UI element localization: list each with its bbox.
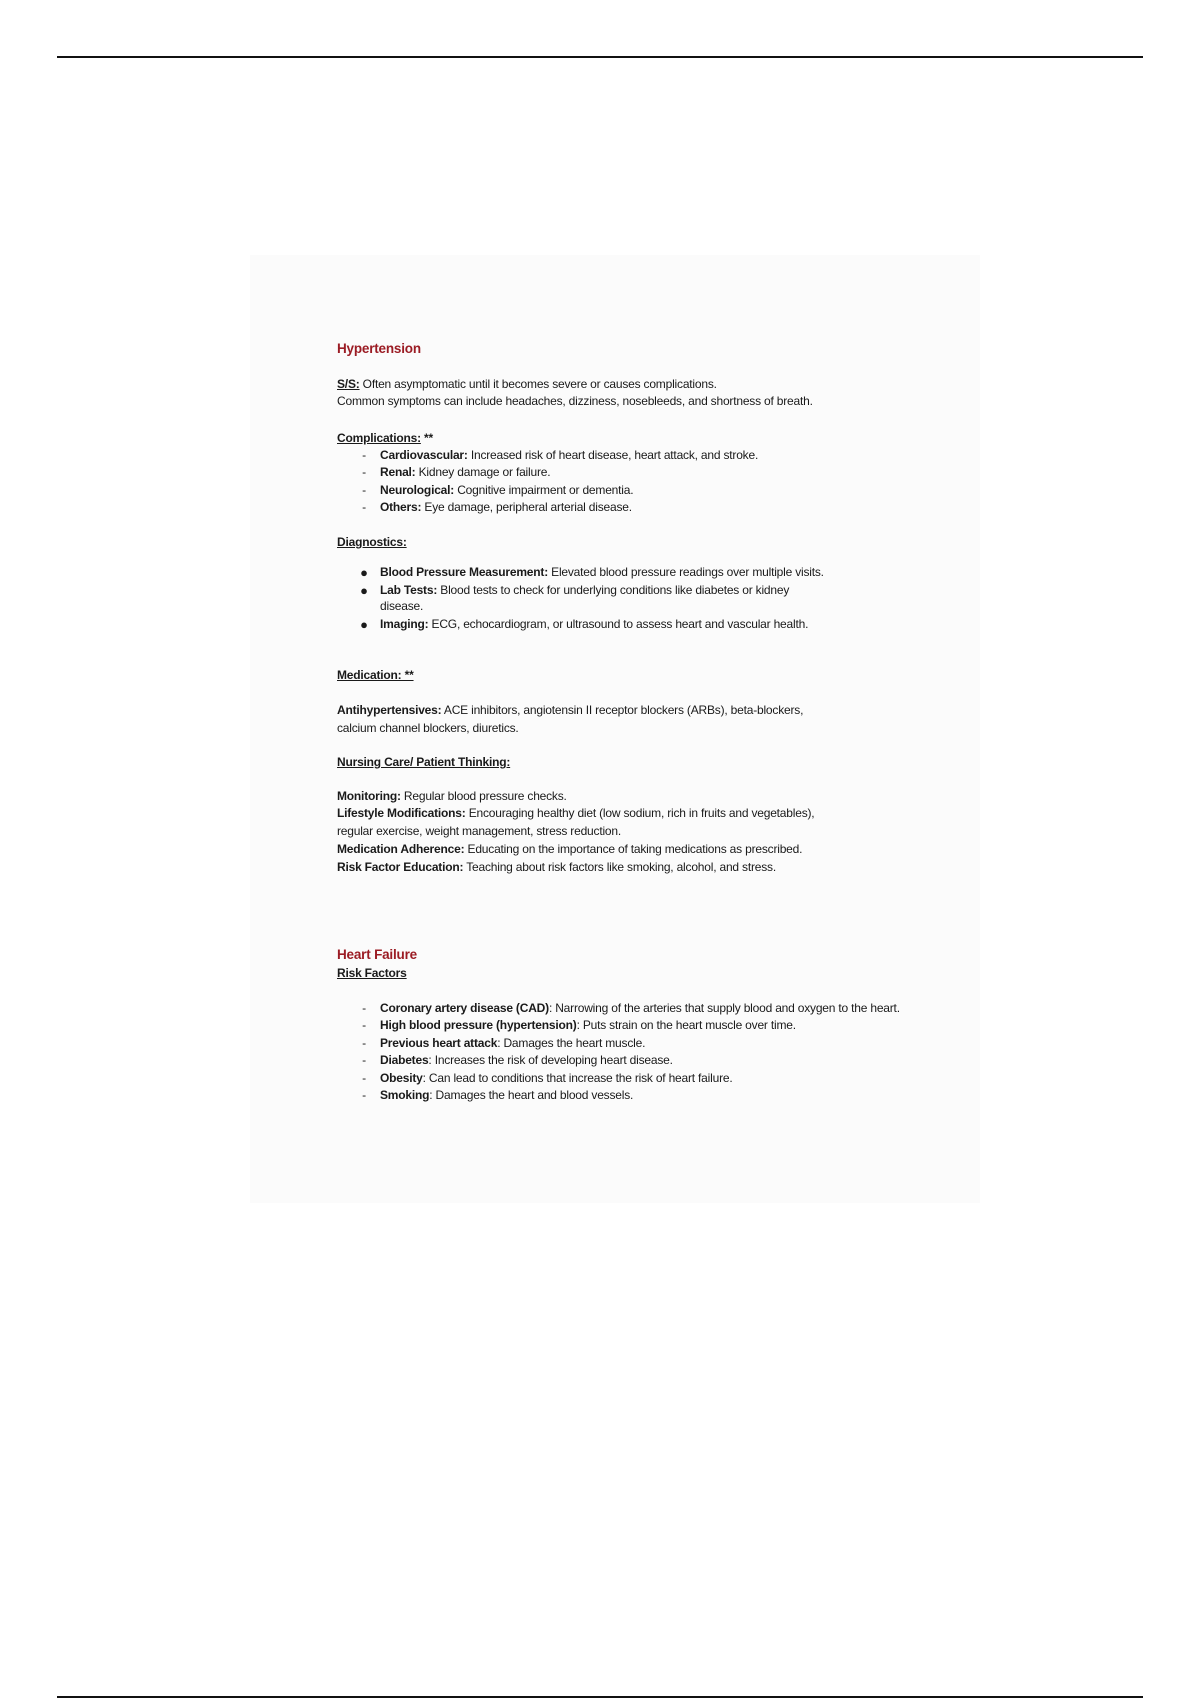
complications-heading <box>337 430 433 447</box>
education-line <box>337 859 776 876</box>
lifestyle-bold: Lifestyle Modifications: <box>337 806 466 820</box>
diagnostics-heading <box>337 534 407 551</box>
lifestyle-text: Encouraging healthy diet (low sodium, rich in fruits and vegetables), <box>465 806 815 820</box>
ss-text: Often asymptomatic until it becomes severe or causes complications. <box>359 377 717 391</box>
medication-bold: Antihypertensives: <box>337 703 442 717</box>
item-bold: Coronary artery disease (CAD) <box>380 1001 549 1015</box>
item-bold: High blood pressure (hypertension) <box>380 1018 577 1032</box>
monitoring-text: Regular blood pressure checks. <box>400 789 567 803</box>
item-text: : Damages the heart muscle. <box>497 1036 646 1050</box>
dash-marker: - <box>362 1088 366 1102</box>
risk-factors-heading <box>337 965 407 982</box>
hypertension-title: Hypertension <box>337 341 421 356</box>
ss-line <box>337 376 717 393</box>
item-text: : Damages the heart and blood vessels. <box>429 1088 634 1102</box>
dash-marker: - <box>362 483 366 497</box>
medication-heading <box>337 667 414 684</box>
item-bold: Obesity <box>380 1071 423 1085</box>
item-bold: Others: <box>380 500 422 514</box>
bullet-marker: ● <box>360 565 368 580</box>
nursing-heading <box>337 754 510 771</box>
item-text: : Puts strain on the heart muscle over time. <box>576 1018 796 1032</box>
lifestyle-line-2: regular exercise, weight management, stress reduction. <box>337 824 622 838</box>
dash-marker: - <box>362 1001 366 1015</box>
dash-marker: - <box>362 465 366 479</box>
medication-text: ACE inhibitors, angiotensin II receptor blockers (ARBs), beta-blockers, <box>441 703 804 717</box>
item-bold: Renal: <box>380 465 416 479</box>
item-text: Eye damage, peripheral arterial disease. <box>421 500 632 514</box>
item-text: : Can lead to conditions that increase the risk of heart failure. <box>422 1071 733 1085</box>
item-bold: Cardiovascular: <box>380 448 468 462</box>
item-bold: Smoking <box>380 1088 430 1102</box>
footer-rule <box>57 1696 1143 1698</box>
bullet-marker: ● <box>360 583 368 598</box>
education-bold: Risk Factor Education: <box>337 860 464 874</box>
header-rule <box>57 56 1143 58</box>
complications-suffix: ** <box>420 431 433 445</box>
item-text: ECG, echocardiogram, or ultrasound to assess heart and vascular health. <box>428 617 809 631</box>
item-bold: Diabetes <box>380 1053 429 1067</box>
item-bold: Imaging: <box>380 617 429 631</box>
ss-line-2: Common symptoms can include headaches, dizziness, nosebleeds, and shortness of breath. <box>337 394 813 408</box>
adherence-bold: Medication Adherence: <box>337 842 465 856</box>
medication-line <box>337 702 803 719</box>
education-text: Teaching about risk factors like smoking, alcohol, and stress. <box>463 860 776 874</box>
nursing-label: Nursing Care/ Patient Thinking: <box>337 755 511 769</box>
item-text: : Narrowing of the arteries that supply blood and oxygen to the heart. <box>548 1001 900 1015</box>
dash-marker: - <box>362 1071 366 1085</box>
item-text: Increased risk of heart disease, heart attack, and stroke. <box>467 448 759 462</box>
dash-marker: - <box>362 1053 366 1067</box>
item-text: : Increases the risk of developing heart disease. <box>428 1053 673 1067</box>
heart-failure-title: Heart Failure <box>337 947 417 962</box>
lifestyle-line <box>337 805 814 822</box>
ss-label: S/S: <box>337 377 360 391</box>
item-bold: Lab Tests: <box>380 583 438 597</box>
adherence-text: Educating on the importance of taking medications as prescribed. <box>464 842 803 856</box>
item-bold: Blood Pressure Measurement: <box>380 565 548 579</box>
item-text: Cognitive impairment or dementia. <box>454 483 634 497</box>
complications-label: Complications: <box>337 431 421 445</box>
diagnostics-label: Diagnostics: <box>337 535 407 549</box>
medication-line-2: calcium channel blockers, diuretics. <box>337 721 519 735</box>
bullet-marker: ● <box>360 617 368 632</box>
dash-marker: - <box>362 448 366 462</box>
item-text: Kidney damage or failure. <box>415 465 551 479</box>
dash-marker: - <box>362 1036 366 1050</box>
item-text: disease. <box>380 599 424 613</box>
item-bold: Previous heart attack <box>380 1036 498 1050</box>
item-text: Blood tests to check for underlying conditions like diabetes or kidney <box>437 583 790 597</box>
item-text: Elevated blood pressure readings over multiple visits. <box>548 565 824 579</box>
monitoring-bold: Monitoring: <box>337 789 401 803</box>
dash-marker: - <box>362 500 366 514</box>
adherence-line <box>337 841 802 858</box>
dash-marker: - <box>362 1018 366 1032</box>
risk-factors-label: Risk Factors <box>337 966 407 980</box>
medication-label: Medication: ** <box>337 668 414 682</box>
monitoring-line <box>337 788 567 805</box>
item-bold: Neurological: <box>380 483 455 497</box>
